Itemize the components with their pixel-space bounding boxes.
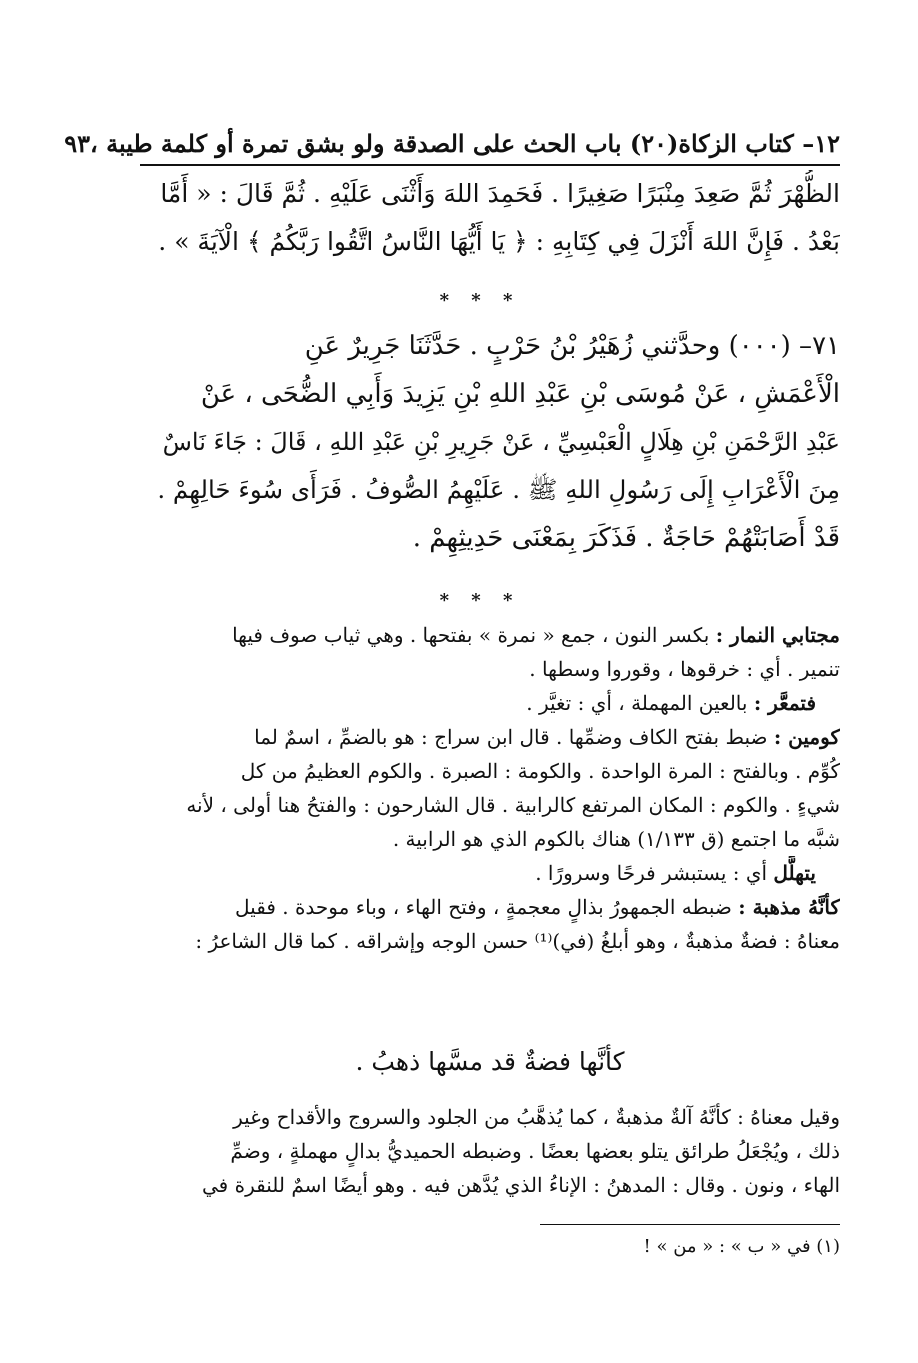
hadith-previous-ending (156, 170, 840, 266)
poetry-verse: كأنَّها فضةٌ قد مسَّها ذهبُ . (355, 1047, 625, 1076)
commentary-line: تنمير . أي : خرقوها ، وقوروا وسطها . (529, 657, 840, 681)
commentary-line: يتهلَّل أي : يستبشر فرحًا وسرورًا . (156, 856, 840, 890)
term-mujtabi-al-nimar: مجتابي النمار : (715, 623, 840, 647)
page-number: ٩٣ (64, 129, 90, 158)
commentary-line: معناهُ : فضةٌ مذهبةٌ ، وهو أبلغُ (في)⁽¹⁾ حسن الوجه وإشراقه . كما قال الشاعرُ : (195, 929, 840, 953)
term-yatahallal: يتهلَّل (773, 861, 816, 885)
commentary-line: شبَّه ما اجتمع (ق ١/١٣٣) هناك بالكوم الذي هو الرابية . (392, 827, 840, 851)
footnote-rule (540, 1224, 840, 1225)
hadith-line: الظُّهْرَ ثُمَّ صَعِدَ مِنْبَرًا صَغِيرًا . فَحَمِدَ اللهَ وَأَثْنَى عَلَيْهِ . ثُمَّ قَالَ : « أَمَّا (160, 179, 840, 208)
term-kaannahu-mudhhaba: كأنَّهُ مذهبة : (738, 895, 840, 919)
header-rule (140, 164, 840, 166)
commentary (156, 618, 840, 958)
running-head-section: (٢٠) باب الحث على الصدقة ولو بشق تمرة أو كلمة طيبة ، (90, 129, 679, 158)
hadith-line: بَعْدُ . فَإِنَّ اللهَ أَنْزَلَ فِي كِتَابِهِ : ﴿ يَا أَيُّهَا النَّاسُ اتَّقُوا رَبَّكُمُ ﴾ الْآيَةَ » . (158, 227, 840, 256)
hadith-71 (156, 322, 840, 562)
term-tamaar: فتمعَّر : (753, 691, 816, 715)
hadith-line: مِنَ الْأَعْرَابِ إِلَى رَسُولِ اللهِ ﷺ . عَلَيْهِمُ الصُّوفُ . فَرَأَى سُوءَ حَالِهِمْ . (157, 475, 840, 504)
commentary-line: وقيل معناهُ : كأنَّهُ آلةٌ مذهبةٌ ، كما يُذهَّبُ من الجلود والسروج والأقداح وغير (233, 1105, 840, 1129)
section-separator: * * * (439, 290, 521, 311)
hadith-line: الْأَعْمَشِ ، عَنْ مُوسَى بْنِ عَبْدِ اللهِ بْنِ يَزِيدَ وَأَبِي الضُّحَى ، عَنْ (200, 379, 840, 409)
hadith-line: قَدْ أَصَابَتْهُمْ حَاجَةٌ . فَذَكَرَ بِمَعْنَى حَدِيثِهِمْ . (412, 523, 840, 553)
hadith-line: عَبْدِ الرَّحْمَنِ بْنِ هِلَالٍ الْعَبْسِيِّ ، عَنْ جَرِيرِ بْنِ عَبْدِ اللهِ ، قَالَ : جَاءَ نَاسٌ (162, 428, 840, 456)
commentary-line: كومين : ضبط بفتح الكاف وضمِّها . قال ابن سراج : هو بالضمِّ ، اسمٌ لما (156, 720, 840, 754)
hadith-line: ٧١– (٠٠٠) وحدَّثني زُهَيْرُ بْنُ حَرْبٍ . حَدَّثَنَا جَرِيرٌ عَنِ (304, 331, 840, 361)
commentary-line: مجتابي النمار : بكسر النون ، جمع « نمرة » بفتحها . وهي ثياب صوف فيها (156, 618, 840, 652)
commentary-line: شيءٍ . والكوم : المكان المرتفع كالرابية . قال الشارحون : والفتحُ هنا أولى ، لأنه (186, 793, 840, 817)
commentary-line: كُوِّم . وبالفتح : المرة الواحدة . والكومة : الصبرة . والكوم العظيمُ من كل (240, 759, 840, 783)
term-kawmayn: كومين : (773, 725, 840, 749)
running-head-chapter: ١٢– كتاب الزكاة (678, 129, 840, 158)
commentary-line: كأنَّهُ مذهبة : ضبطه الجمهورُ بذالٍ معجمةٍ ، وفتح الهاء ، وباء موحدة . فقيل (156, 890, 840, 924)
commentary-line: الهاء ، ونون . وقال : المدهنُ : الإناءُ الذي يُدَّهن فيه . وهو أيضًا اسمٌ للنقرة في (202, 1173, 840, 1197)
commentary-continued (156, 1100, 840, 1202)
running-head (64, 112, 840, 158)
commentary-line: ذلك ، ويُجْعَلُ طرائق يتلو بعضها بعضًا . وضبطه الحميديُّ بدالٍ مهملةٍ ، وضمِّ (230, 1139, 840, 1163)
section-separator: * * * (439, 590, 521, 611)
commentary-line: فتمعَّر : بالعين المهملة ، أي : تغيَّر . (156, 686, 840, 720)
footnote: (١) في « ب » : « من » ! (643, 1236, 840, 1257)
